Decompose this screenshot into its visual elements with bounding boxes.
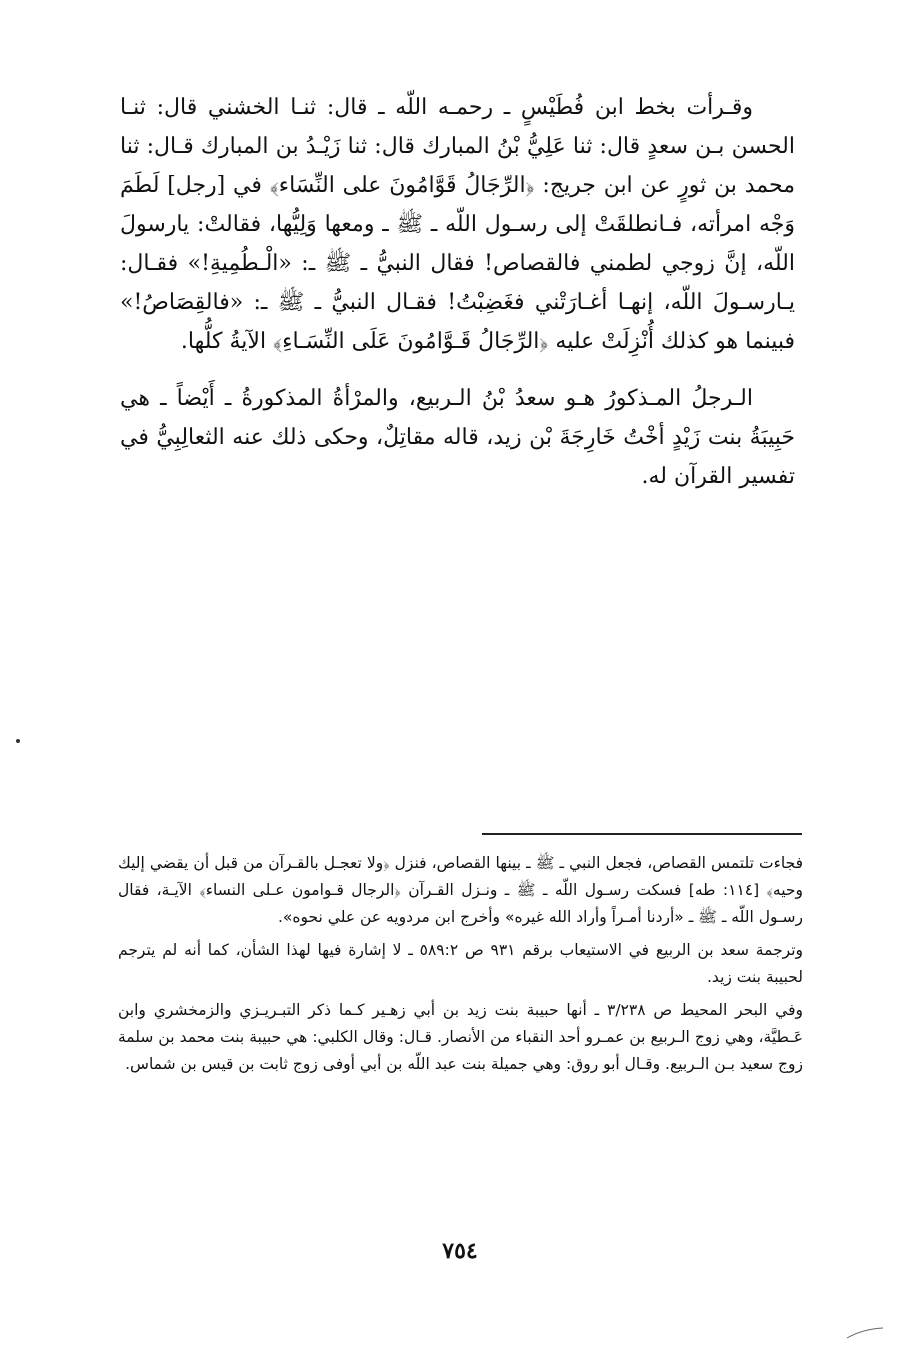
main-text-block: [120, 88, 795, 496]
footnote-3: وفي البحر المحيط ص ٣/٢٣٨ ـ أنها حبيبة بنت زيد بن أبي زهـير كـما ذكر التبـريـزي والزمخشري وابن عَـطيَّة، وهي زوج الـربيع بن عمـرو أحد النقباء من الأنصار. قـال: وقال الكلبي: هي حبيبة بنت محمد بن سلمة زوج سعيد بـن الـربيع. وقـال أبو روق: وهي جميلة بنت عبد اللّه بن أبي أوفى زوج ثابت بن قيس بن شماس.: [118, 1001, 803, 1073]
scan-speck: [16, 739, 20, 743]
footnote-2: وترجمة سعد بن الربيع في الاستيعاب برقم ٩٣١ ص ٥٨٩:٢ ـ لا إشارة فيها لهذا الشأن، كما أنه لم يترجم لحبيبة بنت زيد.: [118, 941, 803, 986]
main-paragraph-1: وقـرأت بخط ابن فُطَيْسٍ ـ رحمـه اللّه ـ قال: ثنـا الخشني قال: ثنـا الحسن بـن سعدٍ قال: ثنا عَلِيُّ بْنُ المبارك قال: ثنا زَيْـدُ بن المبارك قـال: ثنا محمد بن ثورٍ عن ابن جريج: ﴿الرِّجَالُ قَوَّامُونَ على النِّسَاء﴾ في [رجل] لَطَمَ وَجْه امرأته، فـانطلقَتْ إلى رسـول اللّه ـ ﷺ ـ ومعها وَلِيُّها، فقالتْ: يارسولَ اللّه، إنَّ زوجي لطمني فالقصاص! فقال النبيُّ ـ ﷺ ـ: «الْـطُمِيةِ!» فقـال: يـارسـولَ اللّه، إنهـا أغـارَتْني فغَضِبْتُ! فقـال النبيُّ ـ ﷺ ـ: «فالقِصَاصُ!» فبينما هو كذلك أُنْزِلَتْ عليه ﴿الرِّجَالُ قَـوَّامُونَ عَلَى النِّسَـاءِ﴾ الآيةُ كلُّها.: [120, 95, 796, 354]
page-number: ٧٥٤: [442, 1238, 478, 1264]
footnotes-block: [118, 850, 803, 1084]
scan-stroke-mark: [845, 1326, 885, 1340]
footnote-1: فجاءت تلتمس القصاص، فجعل النبي ـ ﷺ ـ بينها القصاص، فنزل ﴿ولا تعجـل بالقـرآن من قبل أن يقضي إليك وحيه﴾ [١١٤: طه] فسكت رسـول اللّه ـ ﷺ ـ ونـزل القـرآن ﴿الرجال قـوامون عـلى النساء﴾ الآيـة، فقال رسـول اللّه ـ ﷺ ـ «أردنا أمـراً وأراد الله غيره» وأخرج ابن مردويه عن علي نحوه».: [118, 854, 803, 926]
footnote-separator: [482, 833, 802, 835]
main-paragraph-2: الـرجلُ المـذكورُ هـو سعدُ بْنُ الـربيع، والمرْأةُ المذكورةُ ـ أَيْضاً ـ هي حَبِيبَةُ بنت زَيْدٍ أخْتُ خَارِجَةَ بْن زيد، قاله مقاتِلٌ، وحكى ذلك عنه الثعالِبِيُّ في تفسير القرآن له.: [120, 386, 795, 489]
